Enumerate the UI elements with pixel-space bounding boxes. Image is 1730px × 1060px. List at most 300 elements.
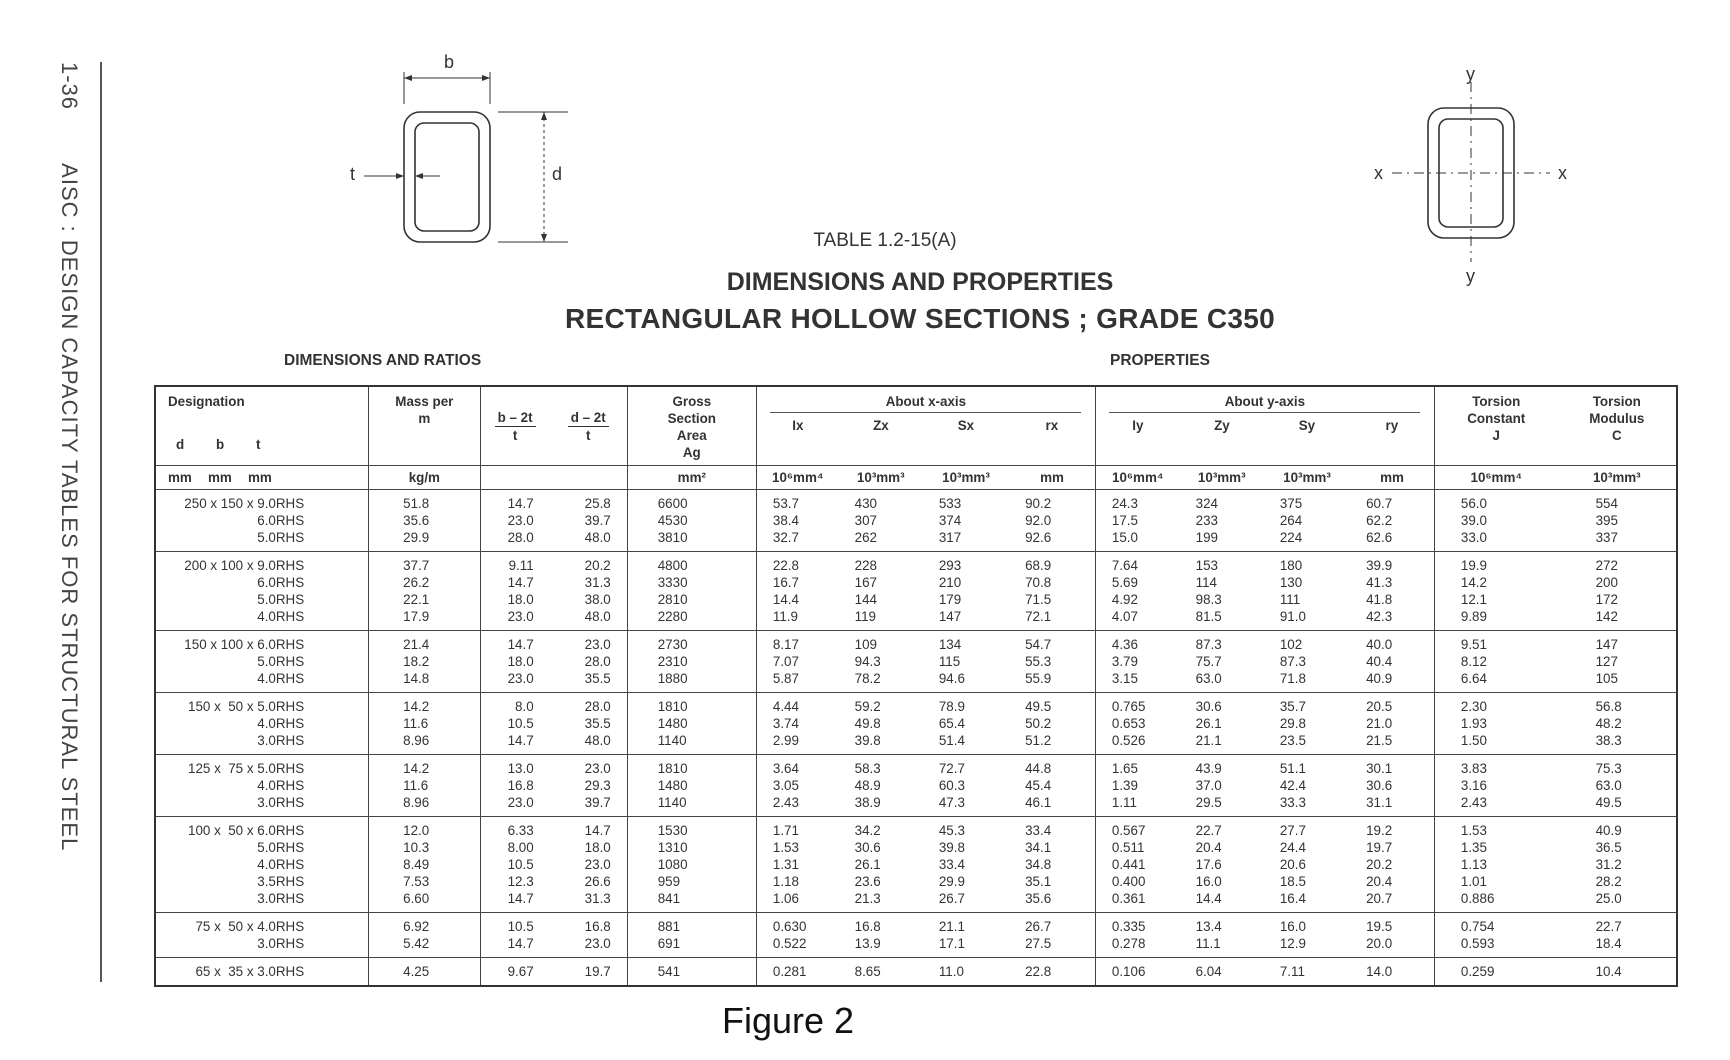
- cell-j: 6.64: [1460, 671, 1487, 686]
- cell-j: 12.1: [1460, 592, 1487, 607]
- unit-b: mm: [208, 470, 232, 485]
- cell-sx: 51.4: [938, 733, 965, 748]
- zy-label: Zy: [1214, 418, 1230, 433]
- cell-m: 17.9: [369, 608, 480, 631]
- cell-ix: 1.71: [756, 817, 838, 840]
- cell-j: 56.0: [1434, 490, 1557, 513]
- cell-zy: 63.0: [1195, 671, 1222, 686]
- label-d: d: [552, 164, 563, 184]
- cell-j: 0.886: [1460, 891, 1495, 906]
- table-body: [155, 490, 1677, 987]
- cell-sy: 12.9: [1279, 936, 1306, 951]
- cell-j: 33.0: [1460, 530, 1487, 545]
- table-row: [155, 670, 1677, 693]
- cell-zy: 13.4: [1180, 913, 1264, 936]
- cell-ry: 19.2: [1350, 817, 1434, 840]
- cell-rx: 72.1: [1009, 608, 1095, 631]
- gross-l3: Area: [676, 428, 707, 443]
- cell-sx: 17.1: [938, 936, 965, 951]
- ix-label: Ix: [792, 418, 804, 433]
- cell-a: 2810: [627, 591, 756, 608]
- cell-zx: 119: [854, 609, 876, 624]
- cell-m: 7.53: [369, 873, 480, 890]
- cell-j: 3.83: [1434, 755, 1557, 778]
- cell-d2t: 48.0: [550, 529, 628, 552]
- cell-j: 1.13: [1460, 857, 1487, 872]
- cell-j: 0.593: [1460, 936, 1495, 951]
- cell-d2t: 23.0: [550, 856, 628, 873]
- cell-rx: 50.2: [1009, 715, 1095, 732]
- cell-zy: 81.5: [1195, 609, 1222, 624]
- units-row: [155, 466, 1677, 490]
- iy-label: Iy: [1132, 418, 1144, 433]
- cell-b2t: 18.0: [507, 654, 534, 669]
- table-row: [155, 490, 1677, 513]
- cell-sy: 87.3: [1279, 654, 1306, 669]
- cell-rx: 35.6: [1009, 890, 1095, 913]
- table-row: [155, 715, 1677, 732]
- cell-b2t: 14.7: [507, 936, 534, 951]
- cell-zx: 262: [854, 530, 877, 545]
- cell-b2t: 18.0: [507, 592, 534, 607]
- cell-ry: 20.5: [1350, 693, 1434, 716]
- cell-c: 337: [1595, 530, 1618, 545]
- cell-m: 8.49: [369, 856, 480, 873]
- cell-ix: 1.53: [772, 840, 799, 855]
- cell-b2t: 9.11: [480, 552, 550, 575]
- cell-sx: 147: [938, 609, 962, 624]
- cell-c: 63.0: [1595, 778, 1622, 793]
- cell-sx: 26.7: [938, 891, 965, 906]
- cell-sy: 29.8: [1279, 716, 1306, 731]
- b2t-den: t: [512, 428, 518, 443]
- cell-c: 25.0: [1595, 891, 1622, 906]
- table-row: [155, 693, 1677, 716]
- cell-d2t: 29.3: [550, 777, 628, 794]
- cell-rx: 34.8: [1009, 856, 1095, 873]
- table-row: [155, 732, 1677, 755]
- cell-sx: 374: [938, 513, 962, 528]
- cell-ix: 0.630: [756, 913, 838, 936]
- cell-zx: 21.3: [854, 891, 881, 906]
- cell-iy: 0.526: [1111, 733, 1146, 748]
- cell-des: 5.0RHS: [155, 591, 369, 608]
- cell-zy: 22.7: [1180, 817, 1264, 840]
- cell-zx: 94.3: [854, 654, 881, 669]
- cell-j: 19.9: [1434, 552, 1557, 575]
- cell-j: 9.51: [1434, 631, 1557, 654]
- cell-iy: 15.0: [1111, 530, 1138, 545]
- cell-ix: 22.8: [756, 552, 838, 575]
- cell-m: 21.4: [369, 631, 480, 654]
- cell-m: 37.7: [369, 552, 480, 575]
- table-row: [155, 958, 1677, 987]
- cell-sy: 130: [1279, 575, 1303, 590]
- table-row: [155, 529, 1677, 552]
- cell-sy: 33.3: [1279, 795, 1306, 810]
- cell-zy: 43.9: [1180, 755, 1264, 778]
- table-row: [155, 817, 1677, 840]
- cell-des: 6.0RHS: [155, 512, 369, 529]
- cell-sy: 51.1: [1264, 755, 1350, 778]
- cell-zy: 21.1: [1195, 733, 1222, 748]
- cell-sy: 23.5: [1279, 733, 1306, 748]
- cell-zx: 34.2: [839, 817, 923, 840]
- label-y-bottom: y: [1466, 266, 1475, 286]
- t-label: t: [256, 437, 261, 452]
- cell-a: 691: [627, 935, 756, 958]
- cell-m: 14.2: [369, 755, 480, 778]
- cell-zy: 26.1: [1195, 716, 1222, 731]
- cell-ry: 42.3: [1350, 608, 1434, 631]
- cell-sx: 21.1: [923, 913, 1009, 936]
- cell-d2t: 31.3: [550, 574, 628, 591]
- cell-ry: 40.0: [1350, 631, 1434, 654]
- cell-zy: 114: [1195, 575, 1217, 590]
- cell-sy: 42.4: [1279, 778, 1306, 793]
- cell-ry: 40.9: [1350, 670, 1434, 693]
- cell-iy: 17.5: [1111, 513, 1138, 528]
- cell-c: 272: [1558, 552, 1677, 575]
- cell-sx: 134: [923, 631, 1009, 654]
- cell-iy: 3.15: [1111, 671, 1138, 686]
- cell-sx: 94.6: [938, 671, 965, 686]
- cell-ry: 19.5: [1350, 913, 1434, 936]
- cell-ix: 7.07: [772, 654, 799, 669]
- cell-m: 8.96: [369, 732, 480, 755]
- cell-zy: 233: [1195, 513, 1218, 528]
- cell-a: 1140: [627, 732, 756, 755]
- properties-table: [154, 385, 1678, 987]
- cell-m: 6.60: [369, 890, 480, 913]
- cell-rx: 27.5: [1009, 935, 1095, 958]
- col-mass: [369, 386, 480, 466]
- label-x-left: x: [1374, 163, 1383, 183]
- cell-c: 38.3: [1595, 733, 1622, 748]
- cell-ix: 16.7: [772, 575, 799, 590]
- cell-zx: 430: [839, 490, 923, 513]
- cell-des: 100 x 50 x 6.0RHS: [155, 817, 369, 840]
- tm-l3: C: [1611, 428, 1622, 443]
- cell-m: 10.3: [369, 839, 480, 856]
- gross-l4: Ag: [682, 445, 701, 460]
- cell-b2t: 13.0: [480, 755, 550, 778]
- cell-des: 4.0RHS: [155, 856, 369, 873]
- cell-iy: 0.361: [1111, 891, 1146, 906]
- cell-zx: 307: [854, 513, 877, 528]
- cell-rx: 90.2: [1009, 490, 1095, 513]
- cell-sx: 533: [923, 490, 1009, 513]
- cell-iy: 0.765: [1095, 693, 1179, 716]
- table-row: [155, 890, 1677, 913]
- cell-sy: 224: [1279, 530, 1303, 545]
- cell-d2t: 19.7: [550, 958, 628, 987]
- cell-a: 2280: [627, 608, 756, 631]
- cell-b2t: 23.0: [507, 671, 534, 686]
- cell-iy: 0.511: [1111, 840, 1145, 855]
- cell-ix: 53.7: [756, 490, 838, 513]
- unit-ry: mm: [1350, 466, 1434, 490]
- cell-sx: 317: [938, 530, 962, 545]
- cell-a: 1530: [627, 817, 756, 840]
- cell-c: 49.5: [1595, 795, 1622, 810]
- cell-iy: 7.64: [1095, 552, 1179, 575]
- cell-c: 48.2: [1595, 716, 1622, 731]
- cell-zy: 87.3: [1180, 631, 1264, 654]
- tc-l1: Torsion: [1472, 394, 1521, 409]
- cell-d2t: 26.6: [550, 873, 628, 890]
- figure-caption: Figure 2: [722, 1000, 855, 1041]
- cell-iy: 4.92: [1111, 592, 1138, 607]
- cell-m: 8.96: [369, 794, 480, 817]
- cell-j: 0.754: [1434, 913, 1557, 936]
- cell-b2t: 8.00: [507, 840, 534, 855]
- cell-j: 39.0: [1460, 513, 1487, 528]
- cell-d2t: 39.7: [550, 512, 628, 529]
- cell-ry: 20.7: [1350, 890, 1434, 913]
- cell-m: 6.92: [369, 913, 480, 936]
- cell-d2t: 35.5: [550, 715, 628, 732]
- cell-m: 14.2: [369, 693, 480, 716]
- cell-m: 35.6: [369, 512, 480, 529]
- cell-sx: 33.4: [938, 857, 965, 872]
- col-b2t: [480, 386, 550, 466]
- sx-label: Sx: [957, 418, 975, 433]
- cell-des: 3.0RHS: [155, 890, 369, 913]
- running-title: AISC : DESIGN CAPACITY TABLES FOR STRUCTURAL STEEL: [57, 163, 82, 852]
- table-row: [155, 755, 1677, 778]
- cell-ry: 21.0: [1350, 715, 1434, 732]
- cell-rx: 70.8: [1009, 574, 1095, 591]
- cell-b2t: 8.0: [480, 693, 550, 716]
- cell-iy: 24.3: [1095, 490, 1179, 513]
- cell-ix: 0.522: [772, 936, 807, 951]
- cell-a: 1480: [627, 715, 756, 732]
- cell-rx: 46.1: [1009, 794, 1095, 817]
- cell-sx: 47.3: [938, 795, 965, 810]
- label-b: b: [444, 52, 455, 72]
- cell-ry: 62.2: [1350, 512, 1434, 529]
- cell-iy: 1.65: [1095, 755, 1179, 778]
- cell-ix: 2.43: [772, 795, 799, 810]
- cell-zy: 16.0: [1195, 874, 1222, 889]
- cell-zx: 13.9: [854, 936, 881, 951]
- cell-b2t: 14.7: [507, 733, 534, 748]
- cell-des: 4.0RHS: [155, 777, 369, 794]
- cell-des: 6.0RHS: [155, 574, 369, 591]
- cell-b2t: 23.0: [507, 513, 534, 528]
- cell-iy: 0.278: [1111, 936, 1146, 951]
- cell-sx: 39.8: [938, 840, 965, 855]
- section-header-properties: PROPERTIES: [1110, 352, 1210, 369]
- cell-zy: 29.5: [1195, 795, 1222, 810]
- unit-t: mm: [248, 470, 272, 485]
- gross-l1: Gross: [672, 394, 712, 409]
- table-row: [155, 574, 1677, 591]
- table-row: [155, 653, 1677, 670]
- cell-b2t: 14.7: [480, 490, 550, 513]
- cell-zy: 11.1: [1195, 936, 1221, 951]
- cell-m: 4.25: [369, 958, 480, 987]
- tm-l1: Torsion: [1592, 394, 1641, 409]
- cell-rx: 55.9: [1009, 670, 1095, 693]
- section-header-dimensions: DIMENSIONS AND RATIOS: [284, 352, 482, 369]
- cell-c: 554: [1558, 490, 1677, 513]
- cell-des: 250 x 150 x 9.0RHS: [155, 490, 369, 513]
- cell-a: 541: [627, 958, 756, 987]
- cell-d2t: 20.2: [550, 552, 628, 575]
- cell-iy: 0.567: [1095, 817, 1179, 840]
- cell-rx: 92.6: [1009, 529, 1095, 552]
- cell-ry: 31.1: [1350, 794, 1434, 817]
- cell-zx: 23.6: [854, 874, 881, 889]
- cell-sx: 65.4: [938, 716, 965, 731]
- col-torsion-modulus: [1558, 386, 1677, 466]
- cell-ix: 1.06: [772, 891, 799, 906]
- cell-b2t: 23.0: [507, 609, 534, 624]
- cell-zx: 109: [839, 631, 923, 654]
- cell-sy: 7.11: [1264, 958, 1350, 987]
- cell-a: 6600: [627, 490, 756, 513]
- cell-rx: 54.7: [1009, 631, 1095, 654]
- cell-a: 841: [627, 890, 756, 913]
- cell-des: 3.0RHS: [155, 935, 369, 958]
- cell-b2t: 16.8: [507, 778, 534, 793]
- cell-b2t: 6.33: [480, 817, 550, 840]
- cell-c: 40.9: [1558, 817, 1677, 840]
- cell-zx: 26.1: [854, 857, 881, 872]
- cell-j: 1.53: [1434, 817, 1557, 840]
- cell-des: 5.0RHS: [155, 529, 369, 552]
- cell-zy: 37.0: [1195, 778, 1222, 793]
- about-y-label: About y-axis: [1109, 393, 1420, 413]
- cell-ry: 39.9: [1350, 552, 1434, 575]
- cell-ix: 8.17: [756, 631, 838, 654]
- cell-j: 1.01: [1460, 874, 1487, 889]
- cell-zx: 30.6: [854, 840, 881, 855]
- cell-sy: 264: [1279, 513, 1303, 528]
- cell-rx: 44.8: [1009, 755, 1095, 778]
- cell-zx: 39.8: [854, 733, 881, 748]
- cell-sx: 45.3: [923, 817, 1009, 840]
- cell-d2t: 14.7: [550, 817, 628, 840]
- cell-a: 3810: [627, 529, 756, 552]
- cell-sy: 27.7: [1264, 817, 1350, 840]
- cell-iy: 1.39: [1111, 778, 1138, 793]
- cell-j: 14.2: [1460, 575, 1487, 590]
- table-row: [155, 839, 1677, 856]
- table-row: [155, 794, 1677, 817]
- cell-des: 5.0RHS: [155, 839, 369, 856]
- cell-c: 105: [1595, 671, 1618, 686]
- cell-zx: 48.9: [854, 778, 881, 793]
- cell-c: 31.2: [1595, 857, 1622, 872]
- cell-rx: 35.1: [1009, 873, 1095, 890]
- cell-d2t: 23.0: [550, 935, 628, 958]
- cell-sy: 20.6: [1279, 857, 1306, 872]
- cell-ix: 14.4: [772, 592, 799, 607]
- unit-b2t: [480, 466, 550, 490]
- cell-a: 1080: [627, 856, 756, 873]
- table-row: [155, 591, 1677, 608]
- cell-sy: 180: [1264, 552, 1350, 575]
- table-row: [155, 552, 1677, 575]
- col-designation: [155, 386, 369, 466]
- cell-c: 127: [1595, 654, 1618, 669]
- cell-c: 395: [1595, 513, 1618, 528]
- unit-sx: 10³mm³: [923, 466, 1009, 490]
- cell-j: 2.43: [1460, 795, 1487, 810]
- cell-ry: 20.4: [1350, 873, 1434, 890]
- unit-j: 10⁶mm⁴: [1434, 466, 1557, 490]
- col-gross-area: [627, 386, 756, 466]
- cell-zx: 49.8: [854, 716, 881, 731]
- cell-ix: 5.87: [772, 671, 799, 686]
- cell-m: 29.9: [369, 529, 480, 552]
- cell-c: 36.5: [1595, 840, 1622, 855]
- section-axes-diagram: [1360, 68, 1600, 288]
- cell-zx: 144: [854, 592, 877, 607]
- cell-iy: 4.07: [1111, 609, 1138, 624]
- cell-rx: 34.1: [1009, 839, 1095, 856]
- cell-sy: 24.4: [1279, 840, 1306, 855]
- cell-b2t: 9.67: [480, 958, 550, 987]
- cell-j: 9.89: [1460, 609, 1487, 624]
- d2t-den: t: [585, 428, 591, 443]
- cell-ix: 2.99: [772, 733, 799, 748]
- cell-b2t: 12.3: [507, 874, 534, 889]
- header-row: [155, 386, 1677, 466]
- cell-a: 4530: [627, 512, 756, 529]
- sidebar-rule: [100, 62, 102, 982]
- cell-rx: 33.4: [1009, 817, 1095, 840]
- cell-a: 1810: [627, 693, 756, 716]
- sy-label: Sy: [1298, 418, 1316, 433]
- cell-des: 200 x 100 x 9.0RHS: [155, 552, 369, 575]
- cell-d2t: 35.5: [550, 670, 628, 693]
- unit-zy: 10³mm³: [1180, 466, 1264, 490]
- cell-rx: 22.8: [1009, 958, 1095, 987]
- units-dbt: [155, 466, 369, 490]
- cell-d2t: 16.8: [550, 913, 628, 936]
- cell-des: 150 x 100 x 6.0RHS: [155, 631, 369, 654]
- cell-sx: 29.9: [938, 874, 965, 889]
- cell-des: 3.0RHS: [155, 794, 369, 817]
- cell-des: 150 x 50 x 5.0RHS: [155, 693, 369, 716]
- cell-b2t: 14.7: [507, 891, 534, 906]
- cell-sy: 102: [1264, 631, 1350, 654]
- table-row: [155, 608, 1677, 631]
- cell-c: 142: [1595, 609, 1618, 624]
- cell-a: 2730: [627, 631, 756, 654]
- b2t-num: b – 2t: [495, 409, 536, 427]
- cell-zy: 17.6: [1195, 857, 1222, 872]
- cell-ry: 62.6: [1350, 529, 1434, 552]
- table-title: DIMENSIONS AND PROPERTIES: [726, 268, 1114, 296]
- cell-b2t: 10.5: [507, 716, 534, 731]
- cell-sy: 16.4: [1279, 891, 1306, 906]
- cell-iy: 0.335: [1095, 913, 1179, 936]
- cell-c: 200: [1595, 575, 1618, 590]
- ry-label: ry: [1385, 418, 1399, 433]
- unit-c: 10³mm³: [1558, 466, 1677, 490]
- cell-ix: 0.281: [756, 958, 838, 987]
- cell-b2t: 23.0: [507, 795, 534, 810]
- title-block: [520, 230, 1320, 335]
- cell-zy: 20.4: [1195, 840, 1222, 855]
- cell-zy: 199: [1195, 530, 1218, 545]
- cell-sy: 375: [1264, 490, 1350, 513]
